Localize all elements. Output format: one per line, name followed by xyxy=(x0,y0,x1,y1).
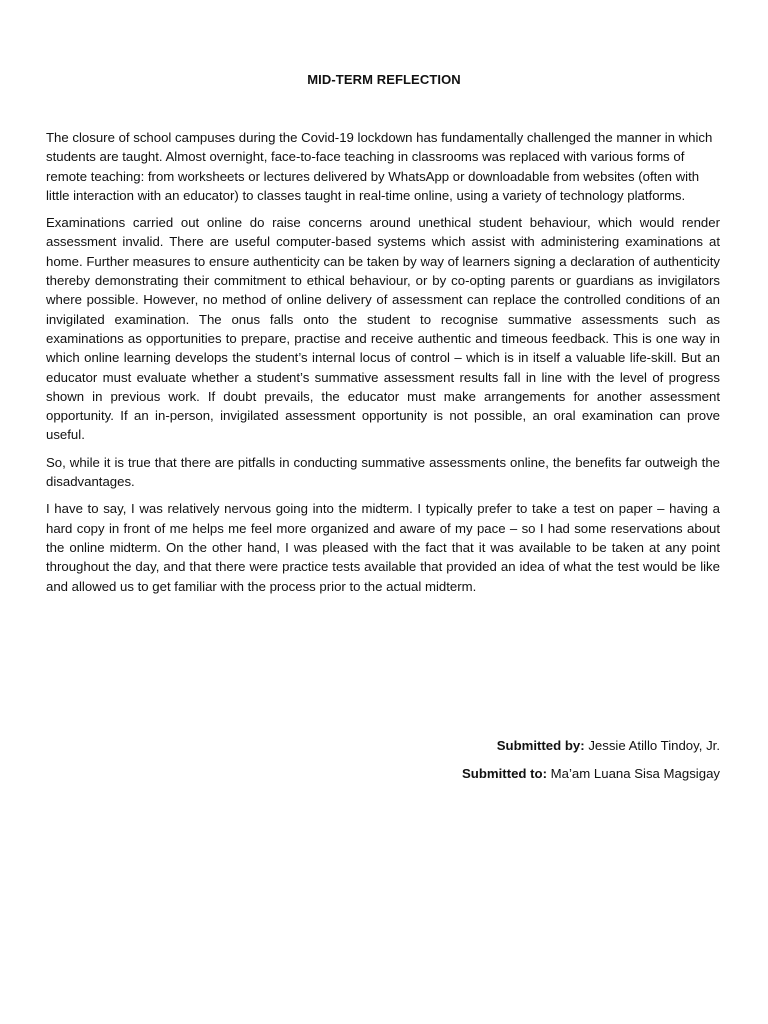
submitted-to-value: Ma’am Luana Sisa Magsigay xyxy=(550,766,720,781)
submitted-by-value: Jessie Atillo Tindoy, Jr. xyxy=(588,738,720,753)
paragraph-conclusion: So, while it is true that there are pitfalls in conducting summative assessments online, the benefits far outweigh the disadvantages. xyxy=(46,454,720,490)
paragraph-examinations: Examinations carried out online do raise concerns around unethical student behaviour, which would render assessment invalid. There are useful computer-based systems which assist with administering examinations at home. Further measures to ensure authenticity can be taken by way of learners signing a declaration of authenticity thereby demonstrating their commitment to ethical behaviour, or by co-opting parents or guardians as invigilators where possible. However, no method of online delivery of assessment can replace the controlled conditions of an invigilated examination. The onus falls onto the student to recognise summative assessments such as examinations as opportunities to prepare, practise and receive authentic and timeous feedback. This is one way in which online learning develops the student’s internal locus of control – which is in itself a valuable life-skill. But an educator must evaluate whether a student’s summative assessment results fall in line with the level of progress shown in previous work. If doubt prevails, the educator must make arrangements for another assessment opportunity. If an in-person, invigilated assessment opportunity is not possible, an oral examination can prove useful. xyxy=(46,215,720,443)
document-body xyxy=(46,128,720,604)
submitted-to-line xyxy=(462,764,720,783)
submitted-by-label: Submitted by: xyxy=(496,738,585,753)
paragraph-intro: The closure of school campuses during the Covid-19 lockdown has fundamentally challenged the manner in which students are taught. Almost overnight, face-to-face teaching in classrooms was replaced with various forms of remote teaching: from worksheets or lectures delivered by WhatsApp or downloadable from websites (often with little interaction with an educator) to classes taught in real-time online, using a variety of technology platforms. xyxy=(46,130,713,203)
submitted-to-label: Submitted to: xyxy=(462,766,547,781)
signature-block xyxy=(462,736,720,792)
paragraph-personal-reflection: I have to say, I was relatively nervous going into the midterm. I typically prefer to take a test on paper – having a hard copy in front of me helps me feel more organized and aware of my pace – so I had some reservations about the online midterm. On the other hand, I was pleased with the fact that it was available to be taken at any point throughout the day, and that there were practice tests available that provided an idea of what the test would be like and allowed us to get familiar with the process prior to the actual midterm. xyxy=(46,501,720,594)
submitted-by-line xyxy=(462,736,720,755)
page-title: MID-TERM REFLECTION xyxy=(307,72,461,87)
